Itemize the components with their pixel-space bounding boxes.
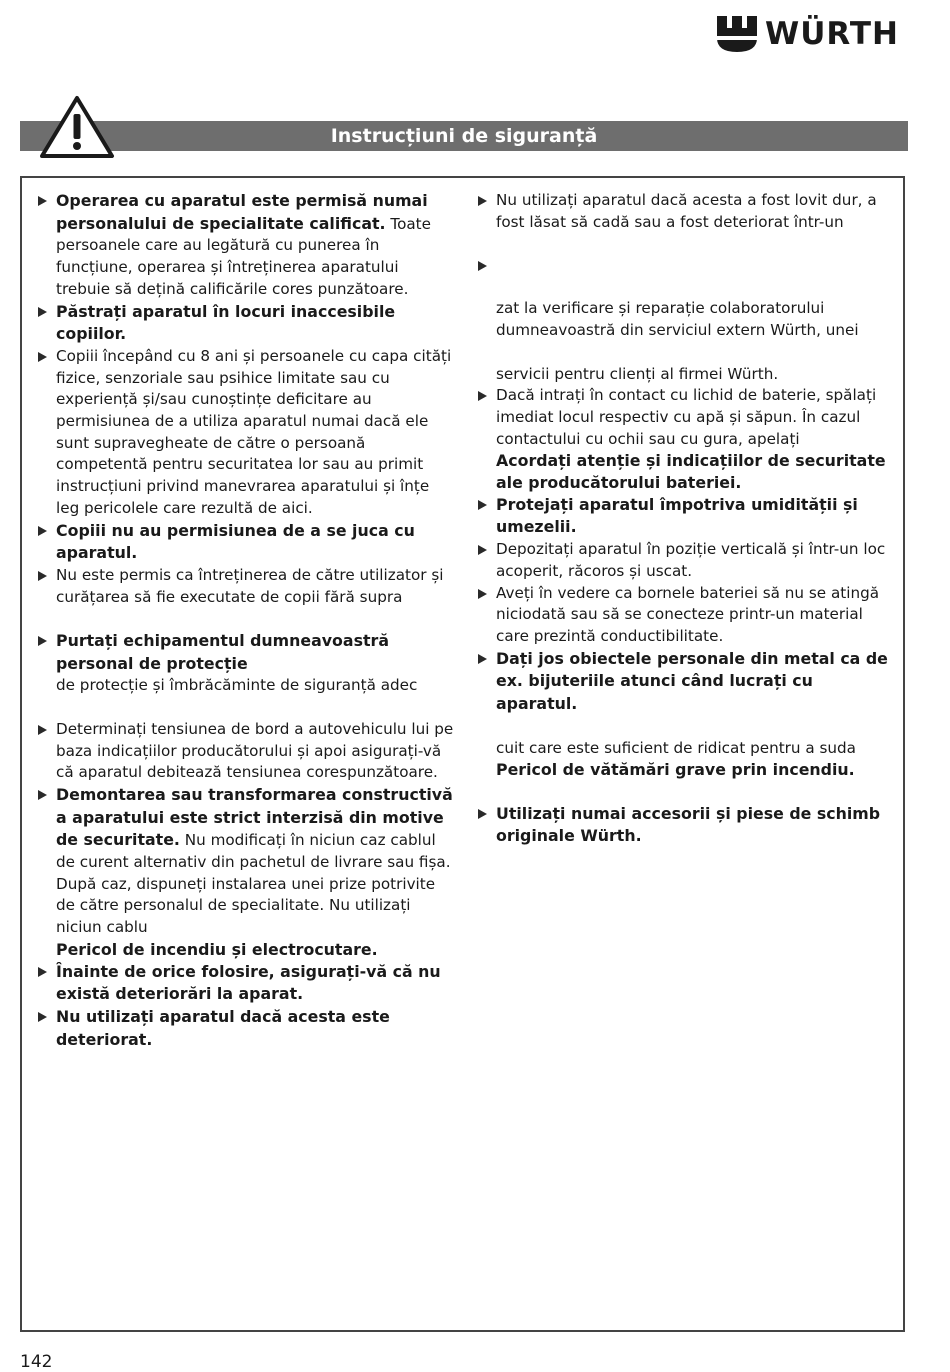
warning-triangle-icon — [38, 94, 116, 160]
paragraph-gap — [476, 781, 892, 803]
safety-item — [36, 1006, 456, 1051]
bullet-arrow-icon — [478, 589, 487, 599]
safety-item — [476, 298, 892, 341]
safety-item — [476, 190, 892, 233]
safety-item — [36, 630, 456, 697]
safety-item — [36, 190, 456, 301]
item-text: zat la verificare și reparație colaboratorului dumneavoastră din serviciul extern Würth, unei — [496, 299, 859, 340]
item-bold-warning: Acordați atenție și indicațiilor de securitate ale producătorului bateriei. — [496, 451, 886, 493]
item-bold-text: Demontarea sau transformarea constructivă a aparatului este strict interzisă din motive de securitate. — [56, 784, 453, 850]
item-bold-text: Utilizați numai accesorii și piese de schimb originale Würth. — [496, 803, 881, 846]
page-number: 142 — [20, 1352, 53, 1372]
item-bold-warning: Pericol de incendiu și electrocutare. — [56, 939, 378, 959]
left-column — [36, 190, 456, 1051]
safety-item — [476, 364, 892, 386]
safety-item — [476, 583, 892, 648]
safety-item — [36, 301, 456, 346]
item-bold-text: Înainte de orice folosire, asigurați-vă că nu există deteriorări la aparat. — [56, 961, 441, 1004]
item-text: Toate persoanele care au legătură cu punerea în funcțiune, operarea și întreținerea aparatului trebuie să dețină calificările cores punzătoare. — [56, 214, 431, 298]
item-bold-text: Operarea cu aparatul este permisă numai personalului de specialitate calificat. — [56, 191, 428, 233]
item-bold-text: Copiii nu au permisiunea de a se juca cu aparatul. — [56, 520, 415, 563]
item-bold-text: Protejați aparatul împotriva umidității și umezelii. — [496, 494, 858, 537]
paragraph-gap — [476, 342, 892, 364]
bullet-arrow-icon — [38, 636, 47, 646]
paragraph-gap — [476, 233, 892, 255]
item-bold-text: Dați jos obiectele personale din metal ca de ex. bijuteriile atunci când lucrați cu aparatul. — [496, 648, 888, 714]
bullet-arrow-icon — [38, 307, 47, 317]
item-text: Nu utilizați aparatul dacă acesta a fost lovit dur, a fost lăsat să cadă sau a fost deteriorat într-un — [496, 191, 877, 231]
bullet-arrow-icon — [478, 391, 487, 401]
item-text: de protecție și îmbrăcăminte de siguranță adec — [56, 676, 418, 695]
safety-item — [36, 719, 456, 784]
safety-item — [476, 648, 892, 716]
item-text: Nu modificați în niciun caz cablul de curent alternativ din pachetul de livrare sau fișa. După caz, dispuneți instalarea unei prize potrivite de către personalul de specialitate. Nu utilizați niciun cablu — [56, 831, 451, 937]
wurth-logo — [715, 14, 910, 56]
safety-item — [36, 346, 456, 520]
safety-item — [476, 385, 892, 494]
safety-item — [476, 255, 892, 277]
bullet-arrow-icon — [478, 500, 487, 510]
wurth-emblem-icon — [715, 14, 759, 54]
bullet-arrow-icon — [38, 725, 47, 735]
bullet-arrow-icon — [478, 545, 487, 555]
item-text: servicii pentru clienți al firmei Würth. — [496, 364, 779, 383]
safety-item — [476, 803, 892, 848]
item-text: Dacă intrați în contact cu lichid de baterie, spălați imediat locul respectiv cu apă și săpun. În cazul contactului cu ochii sau cu gura, apelați — [496, 386, 877, 448]
logo-text: WÜRTH — [765, 16, 899, 52]
bullet-arrow-icon — [38, 967, 47, 977]
bullet-arrow-icon — [38, 1012, 47, 1022]
paragraph-gap — [476, 277, 892, 299]
safety-item — [476, 738, 892, 781]
paragraph-gap — [36, 608, 456, 630]
bullet-arrow-icon — [38, 526, 47, 536]
safety-item — [36, 520, 456, 565]
item-text: Aveți în vedere ca bornele bateriei să nu se atingă niciodată sau să se conecteze printr-un material care prezintă conductibilitate. — [496, 583, 880, 645]
item-bold-text: Purtați echipamentul dumneavoastră personal de protecție — [56, 631, 389, 673]
safety-item — [476, 494, 892, 539]
item-bold-text: Păstrați aparatul în locuri inaccesibile copiilor. — [56, 301, 396, 344]
section-title: Instrucțiuni de siguranță — [330, 125, 598, 147]
safety-item — [36, 565, 456, 608]
item-text: Depozitați aparatul în poziție verticală și într-un loc acoperit, răcoros și uscat. — [496, 540, 886, 580]
bullet-arrow-icon — [478, 809, 487, 819]
bullet-arrow-icon — [38, 571, 47, 581]
paragraph-gap — [476, 716, 892, 738]
bullet-arrow-icon — [478, 261, 487, 271]
item-text: cuit care este suficient de ridicat pentru a suda — [496, 738, 856, 757]
bullet-arrow-icon — [478, 654, 487, 664]
bullet-arrow-icon — [38, 790, 47, 800]
item-text: Determinați tensiunea de bord a autovehiculu lui pe baza indicațiilor producătorului și apoi asigurați-vă că aparatul debitează tensiunea corespunzătoare. — [56, 719, 454, 782]
item-text: Nu este permis ca întreținerea de către utilizator și curățarea să fie executate de copii fără supra — [56, 565, 444, 606]
item-bold-warning: Pericol de vătămări grave prin incendiu. — [496, 760, 855, 780]
bullet-arrow-icon — [38, 196, 47, 206]
safety-item — [36, 961, 456, 1006]
bullet-arrow-icon — [478, 196, 487, 206]
right-column — [476, 190, 892, 848]
item-text: Copiii începând cu 8 ani și persoanele cu capa cități fizice, senzoriale sau psihice limitate sau cu experiență și/sau cunoștințe deficitare au permisiunea de a utiliza aparatul numai dacă ele sunt supravegheate de către o persoană competentă pentru securitatea lor sau au primit instrucțiuni privind manevrarea aparatului și înțe leg pericolele care rezultă de aici. — [56, 346, 452, 517]
safety-item — [36, 784, 456, 961]
paragraph-gap — [36, 697, 456, 719]
safety-item — [476, 539, 892, 582]
section-banner — [20, 121, 908, 151]
bullet-arrow-icon — [38, 352, 47, 362]
item-bold-text: Nu utilizați aparatul dacă acesta este deteriorat. — [56, 1006, 390, 1049]
